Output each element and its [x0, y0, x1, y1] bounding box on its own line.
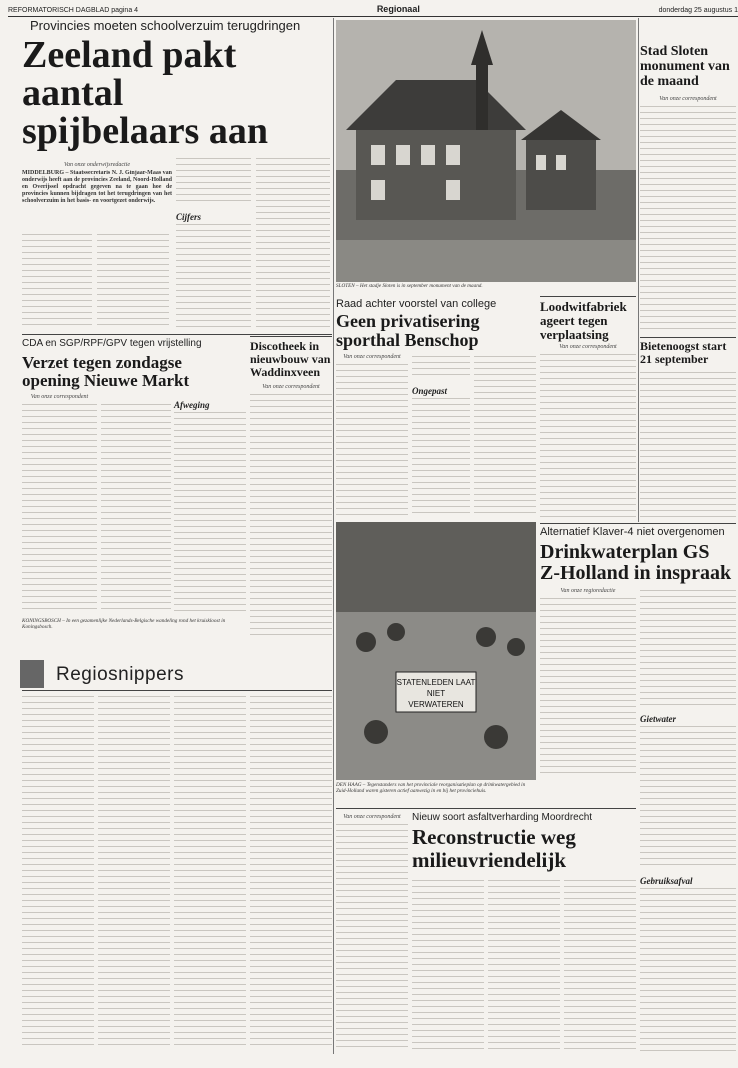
sloten-photo	[336, 20, 636, 282]
drinkwater-side-subhead: Gebruiksafval	[640, 876, 693, 886]
lead-headline-line1: Zeeland pakt aantal	[22, 34, 237, 114]
drinkwater-headline-line1: Drinkwaterplan GS	[540, 541, 710, 563]
sign-line-2: NIET	[426, 689, 446, 698]
drinkwater-body-col1	[540, 596, 636, 778]
recon-rule	[336, 808, 636, 809]
disco-body	[250, 392, 332, 638]
cda-byline: Van onze correspondent	[30, 394, 89, 400]
drinkwater-headline	[540, 542, 736, 584]
drinkwater-photo	[336, 522, 536, 780]
bieten-headline: Bietenoogst start 21 september	[640, 339, 727, 366]
lead-intro: MIDDELBURG – Staatssecretaris N. J. Ginjaar-Maas van onderwijs heeft aan de provincies Zeeland, Noord-Holland en Overijssel opdracht gegeven na te gaan hoe de provincies kunnen bijdragen tot het terugdringen van het schoolverzuim in het basis- en voortgezet onderwijs.	[22, 170, 172, 204]
column-divider-main	[333, 18, 334, 1054]
bieten-body	[640, 370, 736, 520]
lead-body-col2	[97, 232, 169, 330]
cda-rule	[22, 334, 332, 335]
sporthal-body-col1	[336, 362, 408, 518]
lead-subhead: Cijfers	[176, 212, 202, 222]
regio-col3	[174, 694, 246, 1050]
regiosnippers-banner	[20, 660, 320, 688]
header-section: Regionaal	[376, 4, 420, 14]
lead-headline-line2: spijbelaars aan	[22, 110, 268, 152]
lood-rule	[540, 296, 636, 297]
cda-headline: Verzet tegen zondagse opening Nieuwe Markt	[22, 353, 190, 390]
sporthal-body-col2a	[412, 354, 470, 378]
page-header	[8, 0, 738, 17]
drinkwater-body-col2c	[640, 886, 736, 1054]
disco-byline: Van onze correspondent	[262, 384, 320, 390]
sloten-headline: Stad Sloten monument van de maand	[640, 44, 730, 89]
lead-body-col1	[22, 232, 92, 330]
recon-body-col3	[488, 878, 560, 1050]
lead-byline: Van onze onderwijsredactie	[63, 162, 131, 168]
drinkwater-kicker: Alternatief Klaver-4 niet overgenomen	[540, 526, 725, 538]
sloten-rule	[640, 337, 736, 338]
header-date: donderdag 25 augustus 1	[658, 7, 738, 14]
sloten-caption: SLOTEN – Het stadje Sloten is in september monument van de maand.	[336, 283, 483, 289]
sporthal-body-col2b	[412, 396, 470, 518]
disco-rule	[250, 336, 332, 337]
lead-kicker: Provincies moeten schoolverzuim terugdringen	[30, 18, 301, 33]
regio-rule	[22, 690, 332, 691]
recon-headline	[412, 826, 636, 872]
drinkwater-subhead: Gietwater	[640, 714, 676, 724]
cda-body-col2	[101, 402, 171, 614]
cda-body-col1	[22, 402, 97, 614]
header-left: REFORMATORISCH DAGBLAD pagina 4	[8, 7, 139, 14]
recon-kicker: Nieuw soort asfaltverharding Moordrecht	[412, 812, 593, 823]
drinkwater-photo-caption: DEN HAAG – Tegenstanders van het provinciale reorganisatieplan op drinkwatergebied in Zuid-Holland waren gisteren actief aanwezig in en bij het provinciehuis.	[336, 782, 526, 794]
lood-headline: Loodwitfabriek ageert tegen verplaatsing	[540, 299, 627, 342]
lood-byline: Van onze correspondent	[559, 344, 617, 350]
regio-col2	[98, 694, 170, 1050]
drinkwater-body-col2a	[640, 588, 736, 708]
drinkwater-rule	[540, 523, 736, 524]
cda-body-col3	[174, 410, 246, 614]
sloten-body	[640, 104, 736, 334]
sloten-photo-drawing	[336, 20, 636, 282]
cda-subhead: Afweging	[174, 400, 210, 410]
drinkwater-byline: Van onze regioredactie	[560, 588, 616, 594]
lead-body-col3b	[176, 222, 251, 330]
drinkwater-body-col2b	[640, 724, 736, 868]
sloten-byline: Van onze correspondent	[659, 96, 717, 102]
lood-body	[540, 352, 636, 518]
regio-col1	[22, 694, 94, 1050]
sporthal-body-col3	[474, 354, 536, 518]
recon-headline-line1: Reconstructie weg	[412, 825, 576, 849]
sporthal-byline: Van onze correspondent	[343, 354, 401, 360]
drinkwater-photo-drawing	[336, 522, 536, 780]
column-divider-right	[638, 18, 639, 522]
regiosnippers-title: Regiosnippers	[56, 664, 184, 685]
lead-body-col4	[256, 156, 330, 330]
disco-headline: Discotheek in nieuwbouw van Waddinxveen	[250, 339, 331, 379]
cda-caption: KONINGSBOSCH – In een gezamenlijke Nederlands-Belgische wandeling rond het kruiskloost in Koningsbosch.	[22, 618, 226, 630]
recon-body-col1	[336, 822, 408, 1050]
cda-kicker: CDA en SGP/RPF/GPV tegen vrijstelling	[22, 338, 202, 349]
sporthal-kicker: Raad achter voorstel van college	[336, 298, 497, 310]
drinkwater-headline-line2: Z-Holland in inspraak	[540, 562, 732, 584]
regio-col4	[250, 694, 332, 1050]
recon-byline: Van onze correspondent	[343, 814, 401, 820]
recon-body-col2	[412, 878, 484, 1050]
sign-line-3: VERWATEREN	[408, 700, 464, 709]
lead-headline	[22, 36, 342, 150]
recon-headline-line2: milieuvriendelijk	[412, 848, 566, 872]
regiosnippers-tab	[20, 660, 44, 688]
sporthal-subhead: Ongepast	[412, 386, 448, 396]
lead-body-col3a	[176, 156, 251, 206]
recon-body-col4	[564, 878, 636, 1050]
sign-line-1: STATENLEDEN LAAT	[396, 678, 476, 687]
sporthal-headline: Geen privatisering sporthal Benschop	[336, 311, 480, 350]
